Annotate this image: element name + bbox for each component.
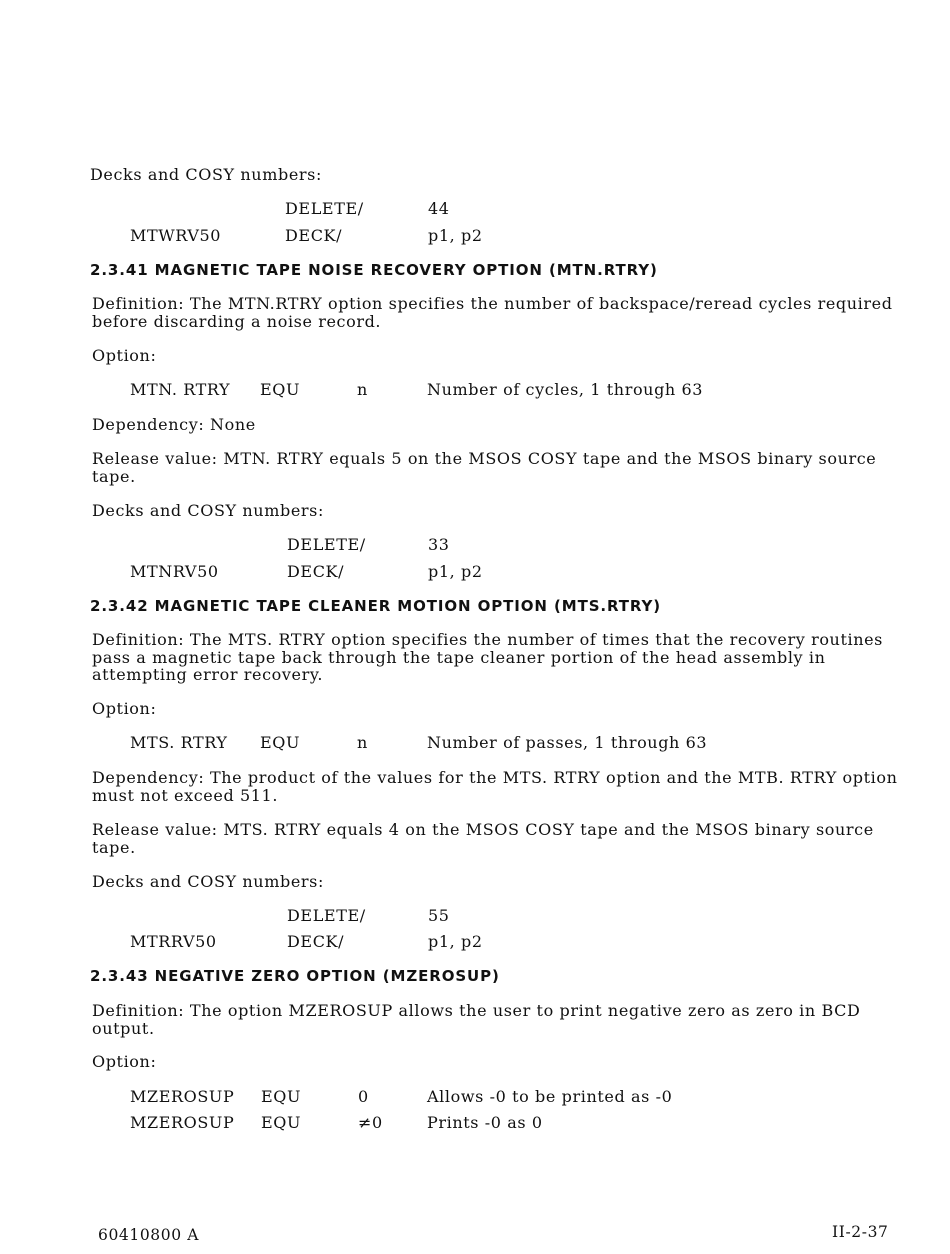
- option-name: MZEROSUP: [130, 1087, 235, 1106]
- option-name: MTS. RTRY: [130, 733, 228, 752]
- deck-value: p1, p2: [428, 932, 483, 951]
- deck-name: MTWRV50: [130, 226, 222, 245]
- deck-value: p1, p2: [428, 562, 483, 581]
- option-value: 0: [358, 1087, 369, 1106]
- page-number: II-2-37: [832, 1223, 889, 1241]
- option-operator: EQU: [260, 380, 301, 399]
- option-operator: EQU: [261, 1113, 302, 1132]
- option-description: Number of passes, 1 through 63: [427, 733, 708, 752]
- option-operator: EQU: [260, 733, 301, 752]
- option-description: Prints -0 as 0: [427, 1113, 543, 1132]
- delete-value: 33: [428, 535, 450, 554]
- deck-name: MTNRV50: [130, 562, 219, 581]
- option-value: n: [357, 380, 368, 399]
- option-label: Option:: [92, 1052, 157, 1071]
- section-heading: 2.3.43 NEGATIVE ZERO OPTION (MZEROSUP): [90, 967, 500, 985]
- dependency-text: Dependency: None: [92, 415, 256, 434]
- option-value: n: [357, 733, 368, 752]
- release-paragraph: Release value: MTN. RTRY equals 5 on the MSOS COSY tape and the MSOS binary source tape.: [92, 449, 877, 486]
- deck-label: DECK/: [285, 226, 343, 245]
- option-operator: EQU: [261, 1087, 302, 1106]
- delete-label: DELETE/: [287, 906, 366, 925]
- option-description: Allows -0 to be printed as -0: [427, 1087, 673, 1106]
- definition-paragraph: Definition: The MTS. RTRY option specifies the number of times that the recovery routines pass a magnetic tape back through the tape cleaner portion of the head assembly in attempting error recovery.: [92, 630, 883, 684]
- section-heading: 2.3.41 MAGNETIC TAPE NOISE RECOVERY OPTION (MTN.RTRY): [90, 261, 658, 279]
- section-heading: 2.3.42 MAGNETIC TAPE CLEANER MOTION OPTION (MTS.RTRY): [90, 597, 662, 615]
- option-label: Option:: [92, 346, 157, 365]
- deck-name: MTRRV50: [130, 932, 217, 951]
- release-paragraph: Release value: MTS. RTRY equals 4 on the MSOS COSY tape and the MSOS binary source tape.: [92, 820, 874, 857]
- definition-paragraph: Definition: The option MZEROSUP allows the user to print negative zero as zero in BCD output.: [92, 1001, 861, 1038]
- deck-label: DECK/: [287, 562, 345, 581]
- deck-label: DECK/: [287, 932, 345, 951]
- decks-label: Decks and COSY numbers:: [90, 165, 322, 184]
- option-value: ≠0: [358, 1113, 383, 1132]
- dependency-paragraph: Dependency: The product of the values for the MTS. RTRY option and the MTB. RTRY option must not exceed 511.: [92, 768, 898, 805]
- delete-value: 44: [428, 199, 450, 218]
- definition-paragraph: Definition: The MTN.RTRY option specifies the number of backspace/reread cycles required before discarding a noise record.: [92, 294, 893, 331]
- document-number: 60410800 A: [98, 1226, 200, 1244]
- option-name: MZEROSUP: [130, 1113, 235, 1132]
- decks-label: Decks and COSY numbers:: [92, 501, 324, 520]
- delete-label: DELETE/: [287, 535, 366, 554]
- option-name: MTN. RTRY: [130, 380, 231, 399]
- delete-value: 55: [428, 906, 450, 925]
- option-label: Option:: [92, 699, 157, 718]
- delete-label: DELETE/: [285, 199, 364, 218]
- deck-value: p1, p2: [428, 226, 483, 245]
- decks-label: Decks and COSY numbers:: [92, 872, 324, 891]
- option-description: Number of cycles, 1 through 63: [427, 380, 704, 399]
